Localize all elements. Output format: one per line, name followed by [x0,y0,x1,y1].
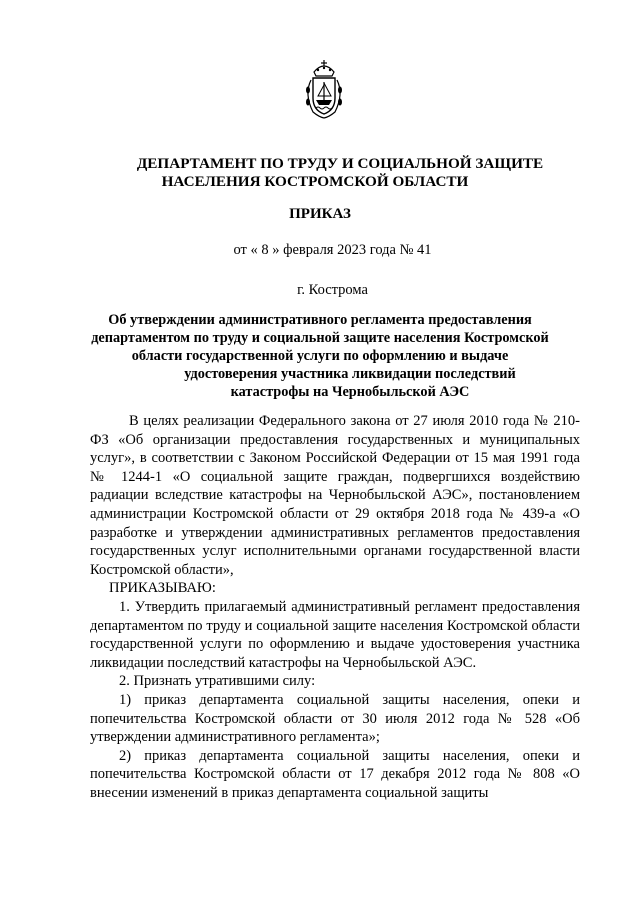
document-body [90,412,580,802]
item-1-paragraph: 1. Утвердить прилагаемый административный регламент предоставления департаментом по труду и социальной защите населения Костромской области государственной услуги по оформлению и выдаче удостоверения участника ликвидации последствий катастрофы на Чернобыльской АЭС. [90,598,580,671]
coat-of-arms-icon [301,58,347,120]
item-2-paragraph: 2. Признать утратившими силу: [119,673,316,690]
subject-line3: области государственной услуги по оформлению и выдаче [131,348,509,364]
document-type: ПРИКАЗ [289,206,351,222]
document-subject [0,311,640,401]
subject-line1: Об утверждении административного регламента предоставления [108,312,532,328]
subject-line4: удостоверения участника ликвидации последствий [184,366,516,382]
department-title-line1: ДЕПАРТАМЕНТ ПО ТРУДУ И СОЦИАЛЬНОЙ ЗАЩИТЕ [136,155,544,172]
document-city: г. Кострома [297,282,368,298]
order-word: ПРИКАЗЫВАЮ: [109,580,216,597]
item-2-2-paragraph: 2) приказ департамента социальной защиты населения, опеки и попечительства Костромской области от 17 декабря 2012 года № 808 «О внесении изменений в приказ департамента социальной защиты [90,747,580,801]
preamble-paragraph: В целях реализации Федерального закона от 27 июля 2010 года № 210-ФЗ «Об организации предоставления государственных и муниципальных услуг», в соответствии с Законом Российской Федерации от 15 мая 1991 года № 1244-1 «О социальной защите граждан, подвергшихся воздействию радиации вследствие катастрофы на Чернобыльской АЭС», постановлением администрации Костромской области от 29 октября 2018 года № 439-а «О разработке и утверждении административных регламентов предоставления государственных услуг исполнительными органами государственной власти Костромской области», [90,413,580,578]
document-date-number: от « 8 » февраля 2023 года № 41 [233,242,432,258]
subject-line2: департаментом по труду и социальной защите населения Костромской [91,330,549,346]
department-title [0,155,640,191]
department-title-line2: НАСЕЛЕНИЯ КОСТРОМСКОЙ ОБЛАСТИ [161,173,469,190]
subject-line5: катастрофы на Чернобыльской АЭС [230,384,470,400]
item-2-1-paragraph: 1) приказ департамента социальной защиты населения, опеки и попечительства Костромской области от 30 июля 2012 года № 528 «Об утверждении административного регламента»; [90,691,580,746]
